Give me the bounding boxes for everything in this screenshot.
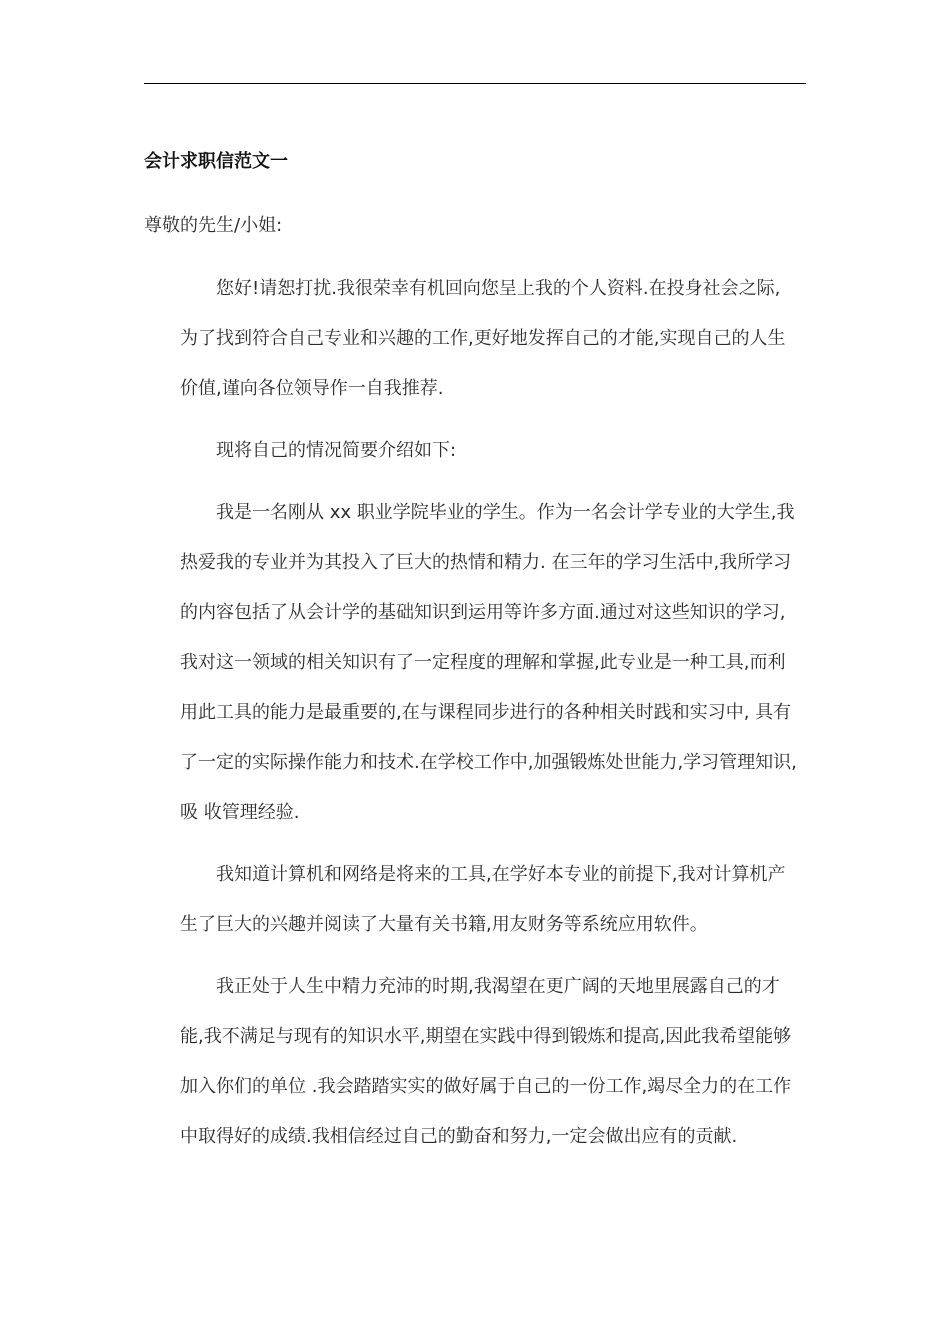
paragraph-line: 我正处于人生中精力充沛的时期,我渴望在更广阔的天地里展露自己的才 xyxy=(216,976,780,997)
paragraph-line: 加入你们的单位 .我会踏踏实实的做好属于自己的一份工作,竭尽全力的在工作 xyxy=(180,1076,792,1097)
paragraph-line: 我是一名刚从 xx 职业学院毕业的学生。作为一名会计学专业的大学生,我 xyxy=(216,502,795,523)
paragraph-intro xyxy=(144,426,806,476)
paragraph-line: 的内容包括了从会计学的基础知识到运用等许多方面.通过对这些知识的学习, xyxy=(180,602,786,623)
paragraph-line: 现将自己的情况简要介绍如下: xyxy=(216,440,457,461)
paragraph-greeting xyxy=(144,264,806,414)
salutation: 尊敬的先生/小姐: xyxy=(144,215,283,236)
paragraph-line: 用此工具的能力是最重要的,在与课程同步进行的各种相关时践和实习中, 具有 xyxy=(180,702,792,723)
paragraph-line: 吸 收管理经验. xyxy=(180,802,300,823)
paragraph-line: 能,我不满足与现有的知识水平,期望在实践中得到锻炼和提高,因此我希望能够 xyxy=(180,1026,792,1047)
paragraph-line: 您好!请恕打扰.我很荣幸有机回向您呈上我的个人资料.在投身社会之际, xyxy=(216,278,781,299)
paragraph-line: 生了巨大的兴趣并阅读了大量有关书籍,用友财务等系统应用软件。 xyxy=(180,914,708,935)
paragraph-line: 价值,谨向各位领导作一自我推荐. xyxy=(180,378,444,399)
paragraph-line: 我对这一领域的相关知识有了一定程度的理解和掌握,此专业是一种工具,而利 xyxy=(180,652,786,673)
paragraph-line: 我知道计算机和网络是将来的工具,在学好本专业的前提下,我对计算机产 xyxy=(216,864,786,885)
paragraph-closing xyxy=(144,962,806,1162)
paragraph-line: 了一定的实际操作能力和技术.在学校工作中,加强锻炼处世能力,学习管理知识, xyxy=(180,752,797,773)
letter-body xyxy=(144,140,806,1162)
paragraph-background xyxy=(144,488,806,838)
paragraph-line: 热爱我的专业并为其投入了巨大的热情和精力. 在三年的学习生活中,我所学习 xyxy=(180,552,792,573)
document-title: 会计求职信范文一 xyxy=(144,151,288,172)
paragraph-computer-skills xyxy=(144,850,806,950)
paragraph-line: 中取得好的成绩.我相信经过自己的勤奋和努力,一定会做出应有的贡献. xyxy=(180,1126,738,1147)
paragraph-line: 为了找到符合自己专业和兴趣的工作,更好地发挥自己的才能,实现自己的人生 xyxy=(180,328,786,349)
header-rule xyxy=(144,83,806,84)
